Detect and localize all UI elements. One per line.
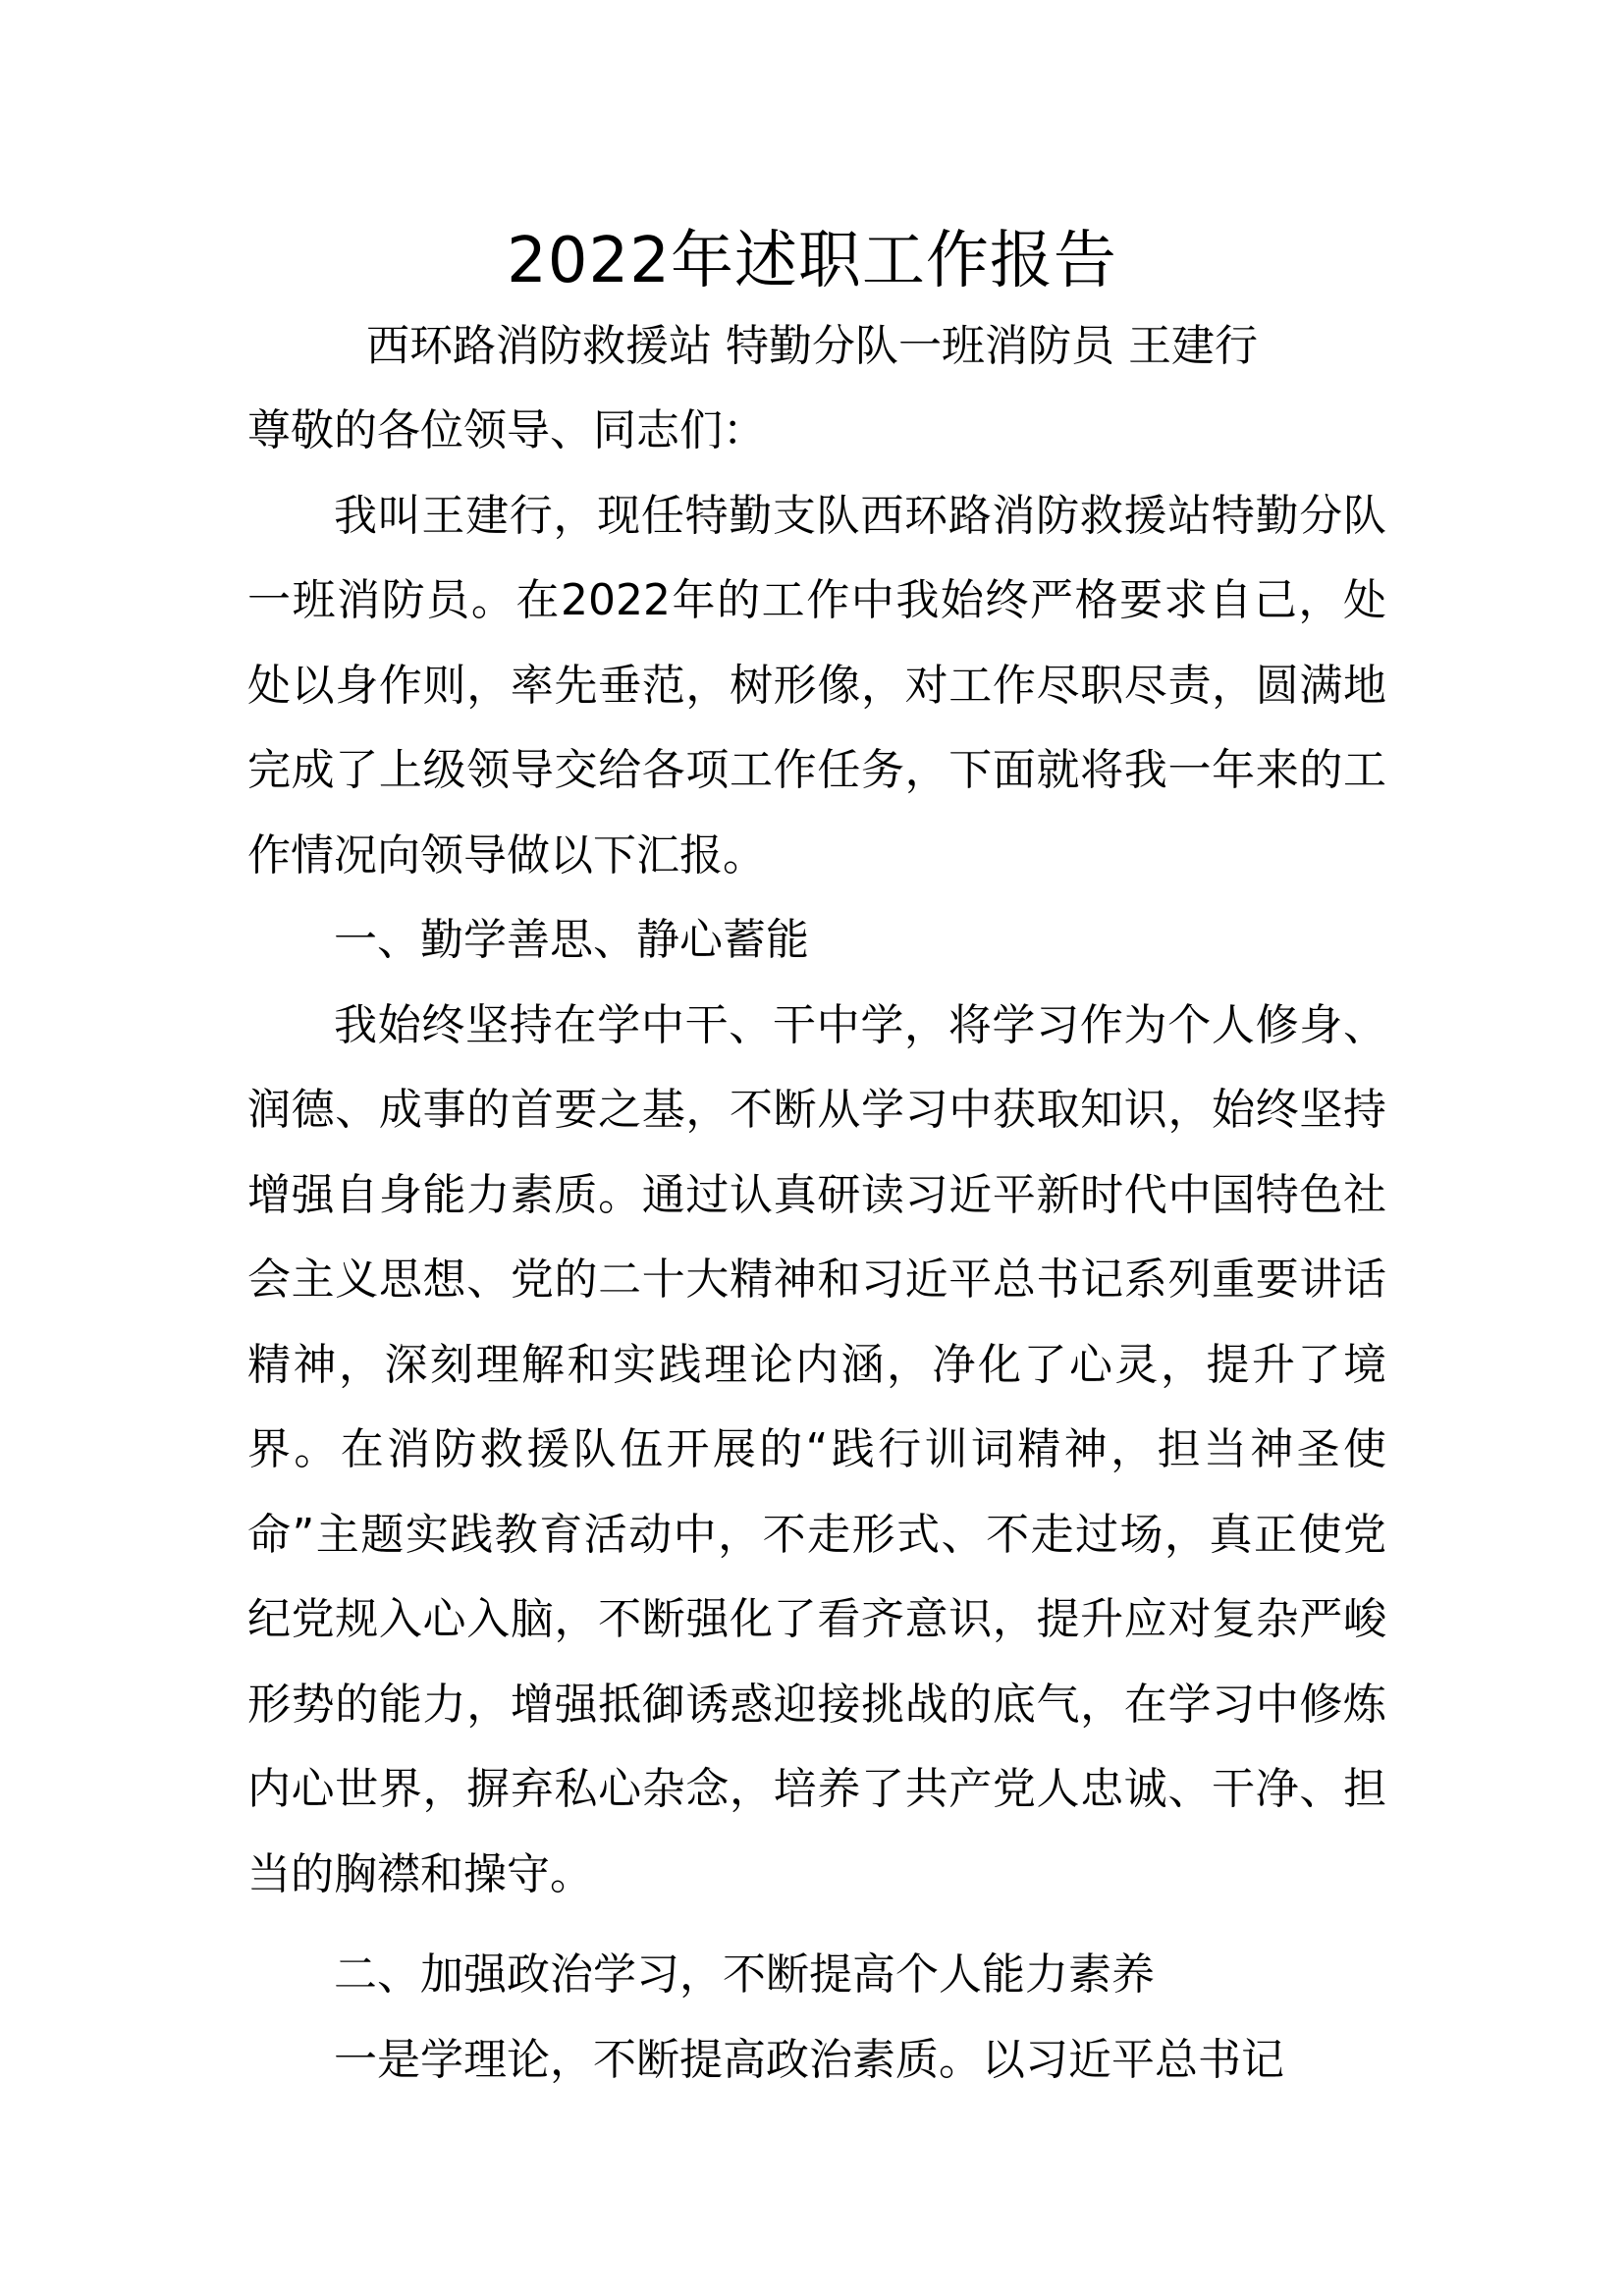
intro-paragraph: 我叫王建行，现任特勤支队西环路消防救援站特勤分队一班消防员。在2022年的工作中我始终严格要求自己，处处以身作则，率先垂范，树形像，对工作尽职尽责，圆满地完成了上级领导交给各项工作任务，下面就将我一年来的工作情况向领导做以下汇报。 <box>247 490 1386 881</box>
document-subtitle: 西环路消防救援站 特勤分队一班消防员 王建行 <box>366 321 1258 371</box>
section-2-heading: 二、加强政治学习，不断提高个人能力素养 <box>334 1949 1155 2000</box>
section-1-heading: 一、勤学善思、静心蓄能 <box>334 915 809 965</box>
document-title: 2022年述职工作报告 <box>507 225 1117 297</box>
salutation: 尊敬的各位领导、同志们： <box>247 405 766 455</box>
document-body <box>247 389 1386 2103</box>
section-2-paragraph: 一是学理论，不断提高政治素质。以习近平总书记 <box>334 2034 1284 2085</box>
section-1-paragraph: 我始终坚持在学中干、干中学，将学习作为个人修身、润德、成事的首要之基，不断从学习中获取知识，始终坚持增强自身能力素质。通过认真研读习近平新时代中国特色社会主义思想、党的二十大精神和习近平总书记系列重要讲话精神，深刻理解和实践理论内涵，净化了心灵，提升了境界。在消防救援队伍开展的“践行训词精神，担当神圣使命”主题实践教育活动中，不走形式、不走过场，真正使党纪党规入心入脑，不断强化了看齐意识，提升应对复杂严峻形势的能力，增强抵御诱惑迎接挑战的底气，在学习中修炼内心世界，摒弃私心杂念，培养了共产党人忠诚、干净、担当的胸襟和操守。 <box>247 999 1386 1899</box>
